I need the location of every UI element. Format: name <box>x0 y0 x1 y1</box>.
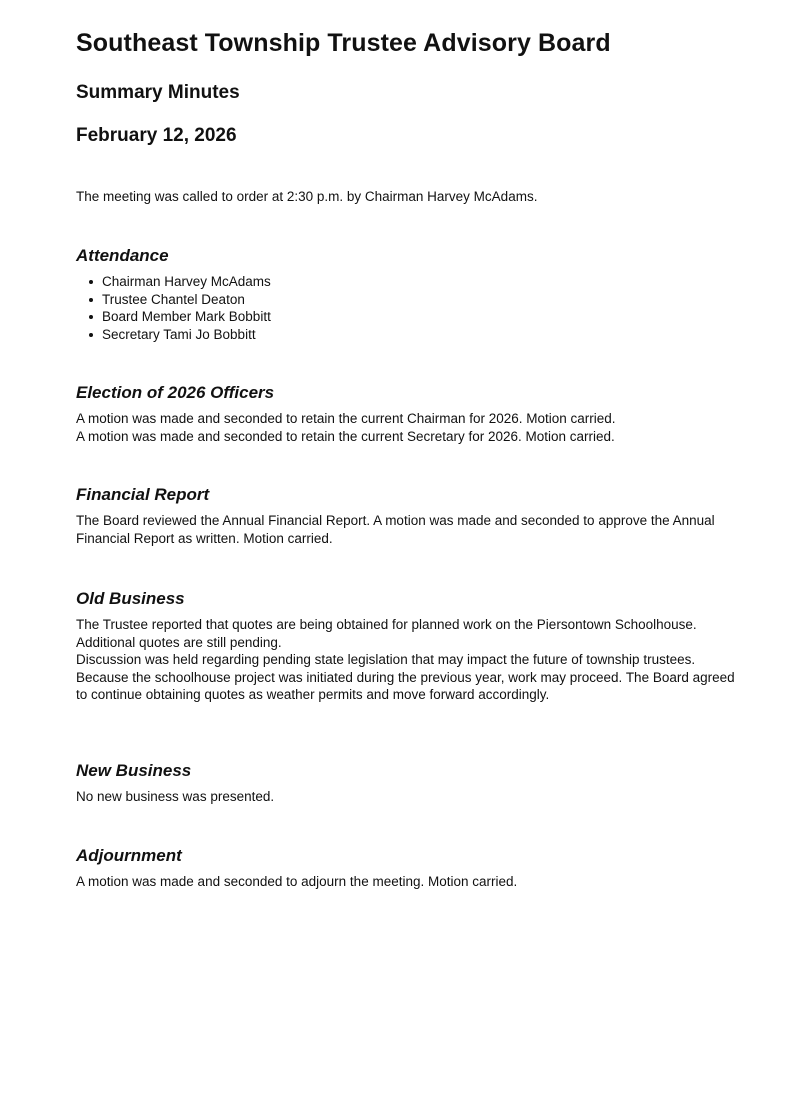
attendee-item <box>76 273 736 291</box>
section-paragraph: The Board reviewed the Annual Financial Report. A motion was made and seconded to approve the Annual Financial Report as written. Motion carried. <box>76 513 715 546</box>
section-heading: New Business <box>76 761 192 780</box>
section-paragraph: A motion was made and seconded to retain the current Chairman for 2026. Motion carried. <box>76 411 616 426</box>
section-heading: Financial Report <box>76 485 210 504</box>
attendee-name: Trustee Chantel Deaton <box>102 291 245 307</box>
section-heading: Election of 2026 Officers <box>76 383 275 402</box>
bullet-icon <box>89 315 93 319</box>
document-subtitle: Summary Minutes <box>76 82 240 103</box>
attendee-item <box>76 308 736 326</box>
section-paragraph: A motion was made and seconded to adjourn the meeting. Motion carried. <box>76 874 518 889</box>
attendee-name: Chairman Harvey McAdams <box>102 274 271 289</box>
adjournment-section <box>76 845 736 891</box>
attendance-section <box>76 245 736 343</box>
document-title: Southeast Township Trustee Advisory Board <box>76 29 611 57</box>
section-paragraph: Discussion was held regarding pending state legislation that may impact the future of township trustees. Because the schoolhouse project was initiated during the previous year, work may proceed. The Board agreed to continue obtaining quotes as weather permits and move forward accordingly. <box>76 652 735 703</box>
section-paragraph: A motion was made and seconded to retain the current Secretary for 2026. Motion carried. <box>76 428 615 444</box>
call-to-order-text: The meeting was called to order at 2:30 p.m. by Chairman Harvey McAdams. <box>76 189 538 204</box>
election-section <box>76 382 736 445</box>
old-business-section <box>76 588 736 704</box>
new-business-section <box>76 760 736 806</box>
bullet-icon <box>89 280 93 284</box>
meeting-date: February 12, 2026 <box>76 125 237 146</box>
attendee-name: Secretary Tami Jo Bobbitt <box>102 326 256 342</box>
bullet-icon <box>89 298 93 302</box>
section-heading: Old Business <box>76 589 185 608</box>
attendee-item <box>76 326 736 344</box>
section-paragraph: The Trustee reported that quotes are being obtained for planned work on the Piersontown Schoolhouse. Additional quotes are still pending. <box>76 617 697 650</box>
financial-report-section <box>76 484 736 547</box>
section-heading: Adjournment <box>76 846 182 865</box>
attendance-list <box>76 273 736 343</box>
bullet-icon <box>89 333 93 337</box>
attendee-name: Board Member Mark Bobbitt <box>102 309 271 325</box>
section-paragraph: No new business was presented. <box>76 789 275 804</box>
attendee-item <box>76 291 736 309</box>
section-heading: Attendance <box>76 246 169 265</box>
